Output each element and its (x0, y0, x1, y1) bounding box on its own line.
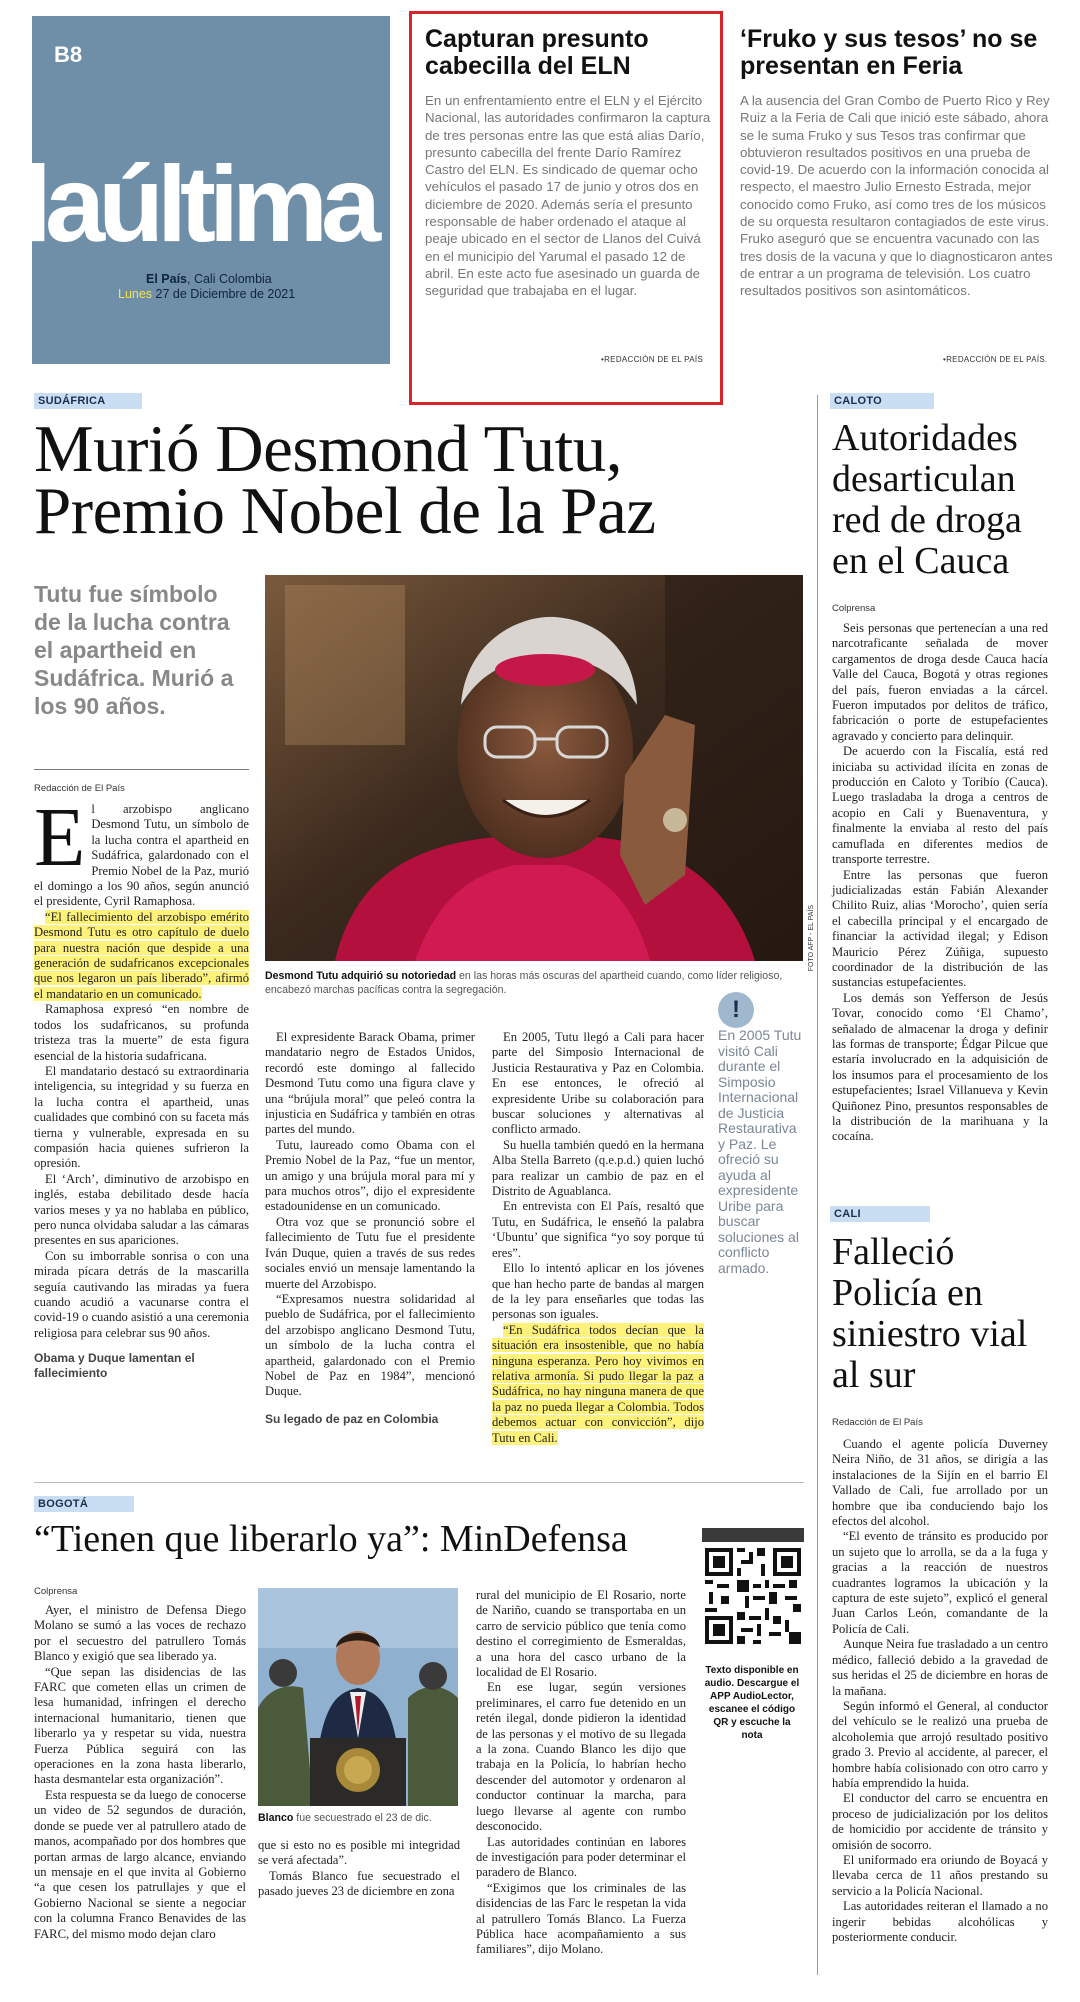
qr-code-icon[interactable] (705, 1548, 801, 1649)
bogota-paragraph: “Exigimos que los criminales de las disidencias de las Farc le respetan la vida al patrullero Tomás Blanco. La Fuerza Pública hace acompañamiento a sus familiares”, dijo Molano. (476, 1880, 686, 1957)
bogota-paragraph: En ese lugar, según versiones preliminares, el carro fue detenido en un retén ilegal, donde pidieron la identidad de las personas y el motivo de su llegada a la zona. Cuando Blanco les dijo que trabaja en la Policía, lo habrían hecho descender del automotor y ordenaron al conductor continuar la marcha, para luego llevarse al agente con rumbo desconocido. (476, 1680, 686, 1834)
page-number: B8 (54, 42, 83, 67)
bogota-paragraph: Tomás Blanco fue secuestrado el pasado jueves 23 de diciembre en zona (258, 1868, 460, 1899)
qr-header-bar (702, 1528, 804, 1542)
tutu-subhead-legacy: Su legado de paz en Colombia (265, 1411, 439, 1426)
photo-credit: FOTO AFP - EL PAÍS (808, 905, 815, 972)
bogota-column-2 (258, 1838, 460, 1900)
bogota-paragraph: “Que sepan las disidencias de las FARC que cometen ellas un crimen de lesa humanidad, infringen el derecho internacional humanitario, tienen que liberarlo ya y respetar su vida, nuestra Fuerza Pública seguirá con las operaciones en la zona hasta liberarlo, hasta desmantelar esta organización”. (34, 1664, 246, 1787)
tutu-paragraph: Otra voz que se pronunció sobre el fallecimiento de Tutu fue el presidente Iván Duque, quien a través de sus redes sociales envió un mensaje lamentando la muerte del Arzobispo. (265, 1214, 475, 1291)
defense-caption: Blanco fue secuestrado el 23 de dic. (258, 1812, 432, 1824)
bogota-headline: “Tienen que liberarlo ya”: MinDefensa (34, 1518, 628, 1560)
fruko-body: A la ausencia del Gran Combo de Puerto Rico y Rey Ruiz a la Feria de Cali que inició este sábado, ahora se le suma Fruko y sus Tesos tras confirmar que obtuvieron resultados positivos en una prueba de covid-19. De acuerdo con la información conocida al respecto, el maestro Julio Ernesto Estrada, mejor conocido como Fruko, así como tres de los músicos de su orquesta resultaron contagiados de este virus. Fruko aseguró que se encuentra vacunado con las tres dosis de la vacuna y que lo diagnosticaron antes de entrar a un programa de televisión. Los cuatro resultados positivos son asintomáticos. (740, 93, 1053, 299)
cali-paragraph: El uniformado era oriundo de Boyacá y llevaba cerca de 11 años prestando su servicio a la Policía Nacional. (832, 1852, 1048, 1898)
tutu-byline: Redacción de El País (34, 783, 125, 794)
tutu-photo (265, 575, 803, 961)
caloto-paragraph: Entre las personas que fueron judicializadas están Fabián Alexander Chilito Ruiz, alias ‘Morocho’, quien sería el cabecilla principal y el encargado de financiar la actividad ilegal; y Edison Mauricio Pérez Zúñiga, supuesto coordinador de la distribución de las sustancias estupefacientes. (832, 867, 1048, 990)
cali-paragraph: “El evento de tránsito es producido por un sujeto que lo arrolla, se da a la fuga y gracias a la reacción de nuestros cuadrantes logramos la ubicación y la captura de este sujeto”, explicó el general Juan Carlos León, comandante de la Policía de Cali. (832, 1529, 1048, 1636)
tutu-paragraph: Ello lo intentó aplicar en los jóvenes que han hecho parte de bandas al margen de la ley para enseñarles que todas las personas son iguales. (492, 1261, 704, 1322)
tutu-paragraph: El ‘Arch’, diminutivo de arzobispo en inglés, estaba debilitado desde hacía varios meses y ya no hablaba en público, pero nunca olvidaba saludar a las cámaras presentes en sus apariciones. (34, 1171, 249, 1248)
eln-body: En un enfrentamiento entre el ELN y el Ejército Nacional, las autoridades confirmaron la captura de tres personas entre las que está alias Darío, presunto cabecilla del frente Darío Ramírez Castro del ELN. Es sindicado de quemar ocho vehículos el pasado 17 de junio y otros dos en diciembre de 2020. Además sería el presunto responsable de haber ordenado el ataque al peaje ubicado en el sector de Llanos del Cuivá en el municipio del Yarumal el pasado 12 de abril. En este acto fue asesinado un guarda de seguridad que trabajaba en el lugar. (425, 93, 711, 299)
caloto-body (832, 621, 1048, 1145)
cali-paragraph: Aunque Neira fue trasladado a un centro médico, falleció debido a la gravedad de sus heridas el 25 de diciembre en horas de la mañana. (832, 1637, 1048, 1698)
section-tag-bogota: BOGOTÁ (34, 1496, 134, 1512)
tutu-paragraph: El expresidente Barack Obama, primer mandatario negro de Estados Unidos, recordó este domingo al fallecido Desmond Tutu como una figura clave y una “brújula moral” que peleó contra la injusticia en Sudáfrica y también en otras partes del mundo. (265, 1030, 475, 1137)
tutu-paragraph: El arzobispo anglicano Desmond Tutu, un símbolo de la lucha contra el apartheid en Sudáfrica, galardonado con el Premio Nobel de la Paz, murió el domingo a los 90 años, según anunció el presidente, Cyril Ramaphosa. (34, 791, 249, 909)
eln-headline: Capturan presunto cabecilla del ELN (425, 25, 649, 80)
tutu-paragraph: En entrevista con El País, resaltó que Tutu, en Sudáfrica, le enseñó la palabra ‘Ubuntu’ que significa “yo soy porque tú eres”. (492, 1199, 704, 1260)
fruko-headline: ‘Fruko y sus tesos’ no se presentan en Feria (740, 25, 1038, 80)
caloto-paragraph: De acuerdo con la Fiscalía, está red iniciaba su actividad ilícita en zonas de producción en Caloto y Toribío (Cauca). Luego trasladaba la droga a centros de acopio en Cali y Buenaventura, y finalmente la enviaba al resto del país camuflada en diferentes medios de transporte terrestre. (832, 744, 1048, 867)
tutu-deck: Tutu fue símbolo de la lucha contra el apartheid en Sudáfrica. Murió a los 90 años. (34, 581, 234, 719)
paper-name: El País, Cali Colombia (146, 272, 272, 286)
brand-block (22, 16, 390, 364)
tutu-column-3 (492, 1030, 704, 1446)
bogota-column-3 (476, 1588, 686, 1958)
tutu-paragraph: “Expresamos nuestra solidaridad al pueblo de Sudáfrica, por el fallecimiento del arzobispo anglicano Desmond Tutu, un símbolo de la lucha contra el apartheid, galardonado con el Premio Nobel de Paz en 1984”, mencionó Duque. (265, 1291, 475, 1399)
tutu-paragraph: Ramaphosa expresó “en nombre de todos los sudafricanos, su profunda tristeza tras la muerte” de esta figura esencial de la historia sudafricana. (34, 1002, 249, 1063)
cali-byline: Redacción de El País (832, 1417, 923, 1428)
cali-paragraph: Las autoridades reiteran el llamado a no ingerir bebidas alcohólicas y posteriormente conducir. (832, 1899, 1048, 1944)
bogota-paragraph: Ayer, el ministro de Defensa Diego Molano se sumó a las voces de rechazo por el secuestro del patrullero Tomás Blanco y exigió que sea liberado ya. (34, 1603, 246, 1664)
eln-signature: •REDACCIÓN DE EL PAÍS (601, 355, 704, 364)
caloto-paragraph: Los demás son Yefferson de Jesús Tovar, conocido como ‘El Chamo’, señalado de almacenar la droga y definir las formas de transporte; Édgar Pilcue que estaría involucrado en la adquisición de los insumos para el procesamiento de los estupefacientes; Israel Villanueva y Kevin Quiñonez Pino, presuntos responsables de la distribución de la marihuana y la cocaína. (832, 990, 1048, 1144)
caloto-byline: Colprensa (832, 603, 876, 614)
cali-body (832, 1437, 1048, 1945)
cali-headline: Falleció Policía en siniestro vial al sur (832, 1231, 1028, 1396)
tutu-paragraph: El mandatario destacó su extraordinaria inteligencia, su integridad y su fuerza en la lucha contra el apartheid, unas cualidades que combinó con su faceta más tierna y vulnerable, expresada en su compasión hacia quienes sufrieron la opresión. (34, 1063, 249, 1171)
section-tag-cali: CALI (830, 1206, 930, 1222)
cali-paragraph: Cuando el agente policía Duverney Neira Niño, de 31 años, se dirigía a las instalaciones de la Sijín en el barrio El Vallado de Cali, fue arrollado por un hombre que iba conduciendo bajo los efectos del alcohol. (832, 1437, 1048, 1529)
tutu-caption: Desmond Tutu adquirió su notoriedad en las horas más oscuras del apartheid cuando, como líder religioso, encabezó marchas pacíficas contra la segregación. (265, 970, 783, 996)
tutu-paragraph: Tutu, laureado como Obama con el Premio Nobel de la Paz, “fue un mentor, un amigo y una brújula moral para mí y para muchos otros”, dijo el expresidente estadounidense en un comunicado. (265, 1137, 475, 1214)
tutu-paragraph: Con su imborrable sonrisa o con una mirada pícara detrás de la mascarilla seguía cautivando las miradas ya fuera cuando acudió a vacunarse contra el covid-19 o cuando asistió a una ceremonia religiosa para celebrar sus 90 años. (34, 1248, 249, 1340)
tutu-column-2 (265, 1030, 475, 1426)
cali-paragraph: El conductor del carro se encuentra en proceso de judicialización por los delitos de homicidio por accidente de tránsito y omisión de socorro. (832, 1791, 1048, 1852)
fruko-signature: •REDACCIÓN DE EL PAÍS. (943, 355, 1048, 364)
bogota-column-1 (34, 1603, 246, 1942)
drop-cap: E (34, 791, 86, 884)
section-logo: laúltima (22, 143, 375, 264)
divider (34, 769, 249, 770)
section-tag-caloto: CALOTO (830, 393, 934, 409)
tutu-quote-highlight: “En Sudáfrica todos decían que la situación era insostenible, que no había ninguna esperanza. Pero hoy vivimos en relativa armonía. Si pudo llegar la paz a Sudáfrica, no hay ninguna manera de que la paz no pueda llegar a Colombia. Todos debemos actuar con convicción”, dijo Tutu en Cali. (492, 1322, 704, 1445)
tutu-paragraph: En 2005, Tutu llegó a Cali para hacer parte del Simposio Internacional de Justicia Restaurativa y Paz en Colombia. En ese entonces, le ofreció al expresidente Uribe su colaboración para buscar soluciones y alternativas al conflicto armado. (492, 1030, 704, 1137)
bogota-paragraph: que si esto no es posible mi integridad se verá afectada”. (258, 1838, 460, 1868)
cali-paragraph: Según informó el General, al conductor del vehículo se le realizó una prueba de alcoholemia que arrojó resultado positivo grado 3. Previo al accidente, al parecer, el hombre había colisionado con otro carro y había emprendido la huida. (832, 1698, 1048, 1790)
tutu-column-1 (34, 791, 249, 1381)
tutu-headline: Murió Desmond Tutu, Premio Nobel de la Paz (34, 412, 656, 548)
divider (34, 1482, 804, 1483)
column-divider (817, 395, 818, 1975)
tutu-sidebar-note: En 2005 Tutu visitó Cali durante el Simposio Internacional de Justicia Restaurativa y Paz. Le ofreció su ayuda al expresidente Uribe para buscar soluciones al conflicto armado. (718, 1027, 802, 1276)
caloto-headline: Autoridades desarticulan red de droga en el Cauca (832, 417, 1022, 582)
bogota-paragraph: Esta respuesta se da luego de conocerse un video de 52 segundos de duración, donde se puede ver al patrullero atado de manos, acompañado por dos hombres que portan armas de largo alcance, enviando un mensaje en el que invita al Gobierno “a que cesen los patrullajes y que el Gobierno Nacional se siente a negociar con la columna Franco Benavides de las FARC, del mismo modo dejan claro (34, 1787, 246, 1941)
info-icon: ! (718, 992, 754, 1028)
section-tag-sudafrica: SUDÁFRICA (34, 393, 142, 409)
issue-date: Lunes 27 de Diciembre de 2021 (118, 287, 296, 301)
defense-minister-photo (258, 1588, 458, 1806)
qr-instructions: Texto disponible en audio. Descargue el APP AudioLector, escanee el código QR y escuche la nota (704, 1665, 800, 1741)
bogota-paragraph: rural del municipio de El Rosario, norte de Nariño, cuando se transportaba en un carro de servicio público que tenía como destino el corregimiento de Esmeraldas, a una hora del casco urbano de la localidad de El Rosario. (476, 1588, 686, 1680)
tutu-quote-highlight: “El fallecimiento del arzobispo emérito Desmond Tutu es otro capítulo de duelo para nuestra nación que despide a una generación de sudafricanos excepcionales que nos legaron un país liberado”, afirmó el mandatario en un comunicado. (34, 909, 249, 1001)
bogota-paragraph: Las autoridades continúan en labores de investigación para poder determinar el paradero de Blanco. (476, 1834, 686, 1880)
bogota-byline: Colprensa (34, 1586, 78, 1597)
tutu-paragraph: Su huella también quedó en la hermana Alba Stella Barreto (q.e.p.d.) quien luchó para realizar un cambio de paz en el Distrito de Aguablanca. (492, 1137, 704, 1199)
caloto-paragraph: Seis personas que pertenecían a una red narcotraficante señalada de mover cargamentos de droga desde Cauca hacía Valle del Cauca, Bogotá y otras regiones del país, fueron enviadas a la cárcel. Fueron imputados por delitos de tráfico, fabricación o porte de estupefacientes agravado y concierto para delinquir. (832, 621, 1048, 743)
tutu-subhead-obama: Obama y Duque lamentan el fallecimiento (34, 1351, 195, 1381)
